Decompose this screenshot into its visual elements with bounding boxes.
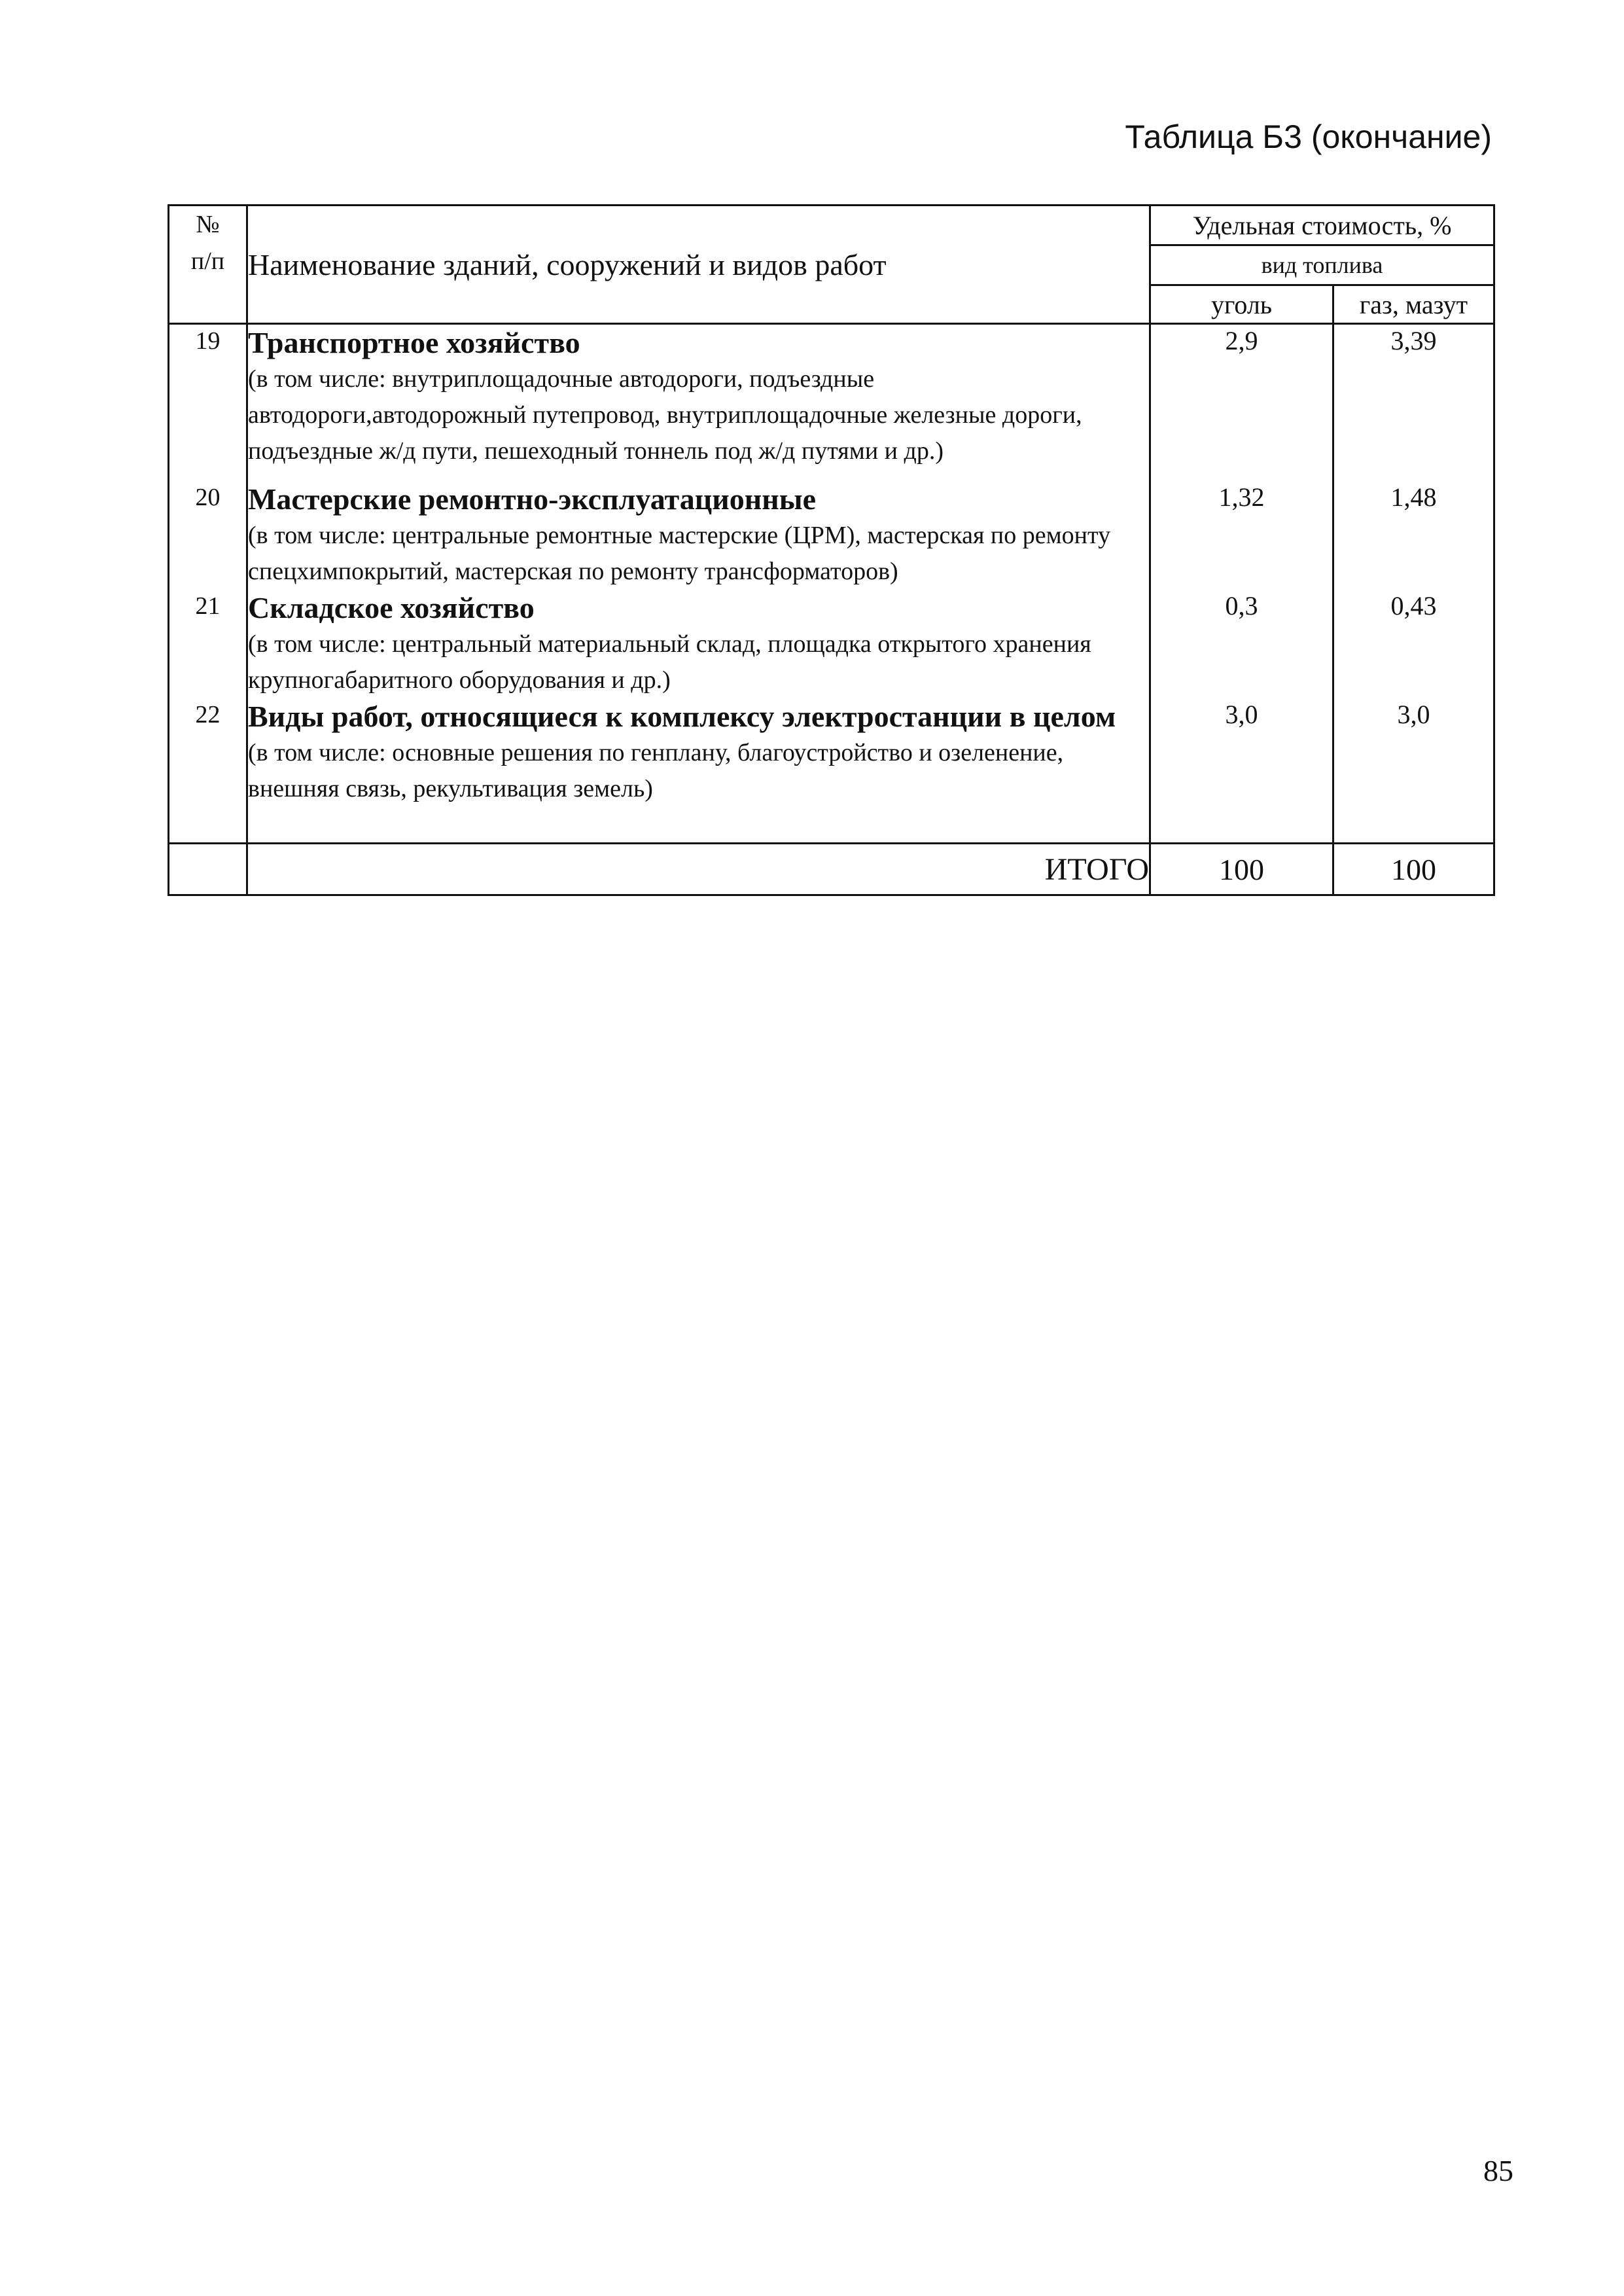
total-row (169, 844, 1494, 895)
page-number: 85 (1483, 2154, 1513, 2187)
total-label: ИТОГО (247, 844, 1150, 895)
table-title: Таблица Б3 (окончание) (1125, 118, 1492, 155)
table-row (169, 698, 1494, 844)
header-fuel-type: вид топлива (1150, 245, 1494, 285)
header-unit-cost: Удельная стоимость, % (1150, 206, 1494, 245)
header-number: № п/п (169, 206, 247, 324)
row-number: 19 (169, 324, 247, 481)
table-row (169, 590, 1494, 698)
row-gas-value: 3,39 (1333, 324, 1494, 481)
row-name-cell (247, 698, 1150, 844)
header-name: Наименование зданий, сооружений и видов работ (247, 206, 1150, 324)
row-name-cell (247, 324, 1150, 481)
table-row (169, 481, 1494, 590)
header-gas-fuel-oil: газ, мазут (1333, 285, 1494, 324)
row-name-cell (247, 590, 1150, 698)
header-coal: уголь (1150, 285, 1333, 324)
row-title: Складское хозяйство (248, 590, 535, 624)
row-coal-value: 3,0 (1150, 698, 1333, 844)
total-coal-value: 100 (1150, 844, 1333, 895)
row-gas-value: 0,43 (1333, 590, 1494, 698)
row-number: 22 (169, 698, 247, 844)
row-note: (в том числе: основные решения по генплану, благоустройство и озеленение, внешняя связь, рекультивация земель) (248, 738, 1064, 802)
row-number: 21 (169, 590, 247, 698)
row-gas-value: 1,48 (1333, 481, 1494, 590)
row-title: Транспортное хозяйство (248, 326, 580, 359)
row-coal-value: 2,9 (1150, 324, 1333, 481)
row-title: Виды работ, относящиеся к комплексу электростанции в целом (248, 699, 1116, 733)
row-note: (в том числе: внутриплощадочные автодороги, подъездные автодороги,автодорожный путепровод, внутриплощадочные железные дороги, подъездные ж/д пути, пешеходный тоннель под ж/д путями и др.) (248, 365, 1082, 465)
row-coal-value: 0,3 (1150, 590, 1333, 698)
total-gas-value: 100 (1333, 844, 1494, 895)
row-number: 20 (169, 481, 247, 590)
row-name-cell (247, 481, 1150, 590)
total-empty-cell (169, 844, 247, 895)
row-note: (в том числе: центральные ремонтные мастерские (ЦРМ), мастерская по ремонту спецхимпокрытий, мастерская по ремонту трансформаторов) (248, 521, 1111, 585)
header-row-1 (169, 206, 1494, 245)
table-row (169, 324, 1494, 481)
row-coal-value: 1,32 (1150, 481, 1333, 590)
row-gas-value: 3,0 (1333, 698, 1494, 844)
row-note: (в том числе: центральный материальный склад, площадка открытого хранения крупногабаритного оборудования и др.) (248, 630, 1091, 694)
cost-table (168, 204, 1495, 896)
row-title: Мастерские ремонтно-эксплуатационные (248, 482, 817, 516)
